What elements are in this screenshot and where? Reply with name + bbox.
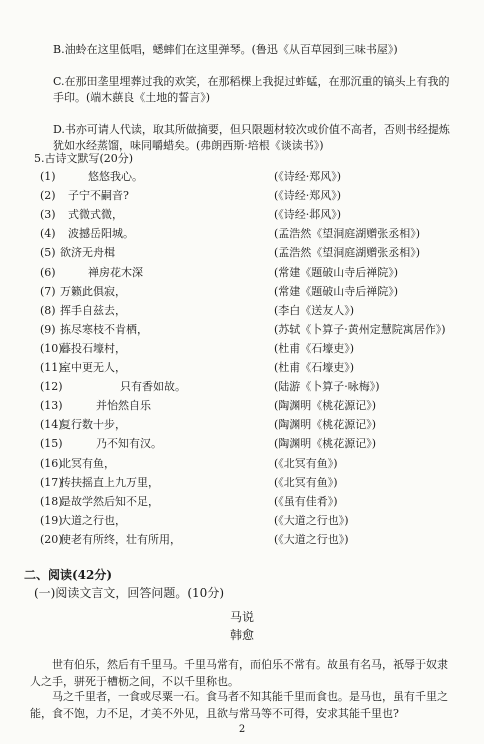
section-2-subtitle: (一)阅读文言文，回答问题。(10分) xyxy=(34,586,224,600)
poem-source: (常建《题破山寺后禅院》) xyxy=(274,285,399,298)
poem-source: (陆游《卜算子·咏梅》) xyxy=(274,380,380,393)
poem-number: (17) xyxy=(40,476,63,489)
poem-number: (5) xyxy=(40,246,56,259)
poem-source: (常建《题破山寺后禅院》) xyxy=(274,266,399,279)
poem-source: (《诗经·郑风》) xyxy=(274,189,342,202)
poem-number: (8) xyxy=(40,304,56,317)
poem-number: (15) xyxy=(40,437,63,450)
poem-line: 大道之行也， xyxy=(60,514,126,527)
poem-line: 使老有所终，壮有所用， xyxy=(60,533,181,546)
poem-line: 是故学然后知不足， xyxy=(60,495,159,508)
page-number: 2 xyxy=(238,724,246,735)
poem-source: (杜甫《石壕吏》) xyxy=(274,361,355,374)
poem-number: (18) xyxy=(40,495,63,508)
poem-line: 只有香如故。 xyxy=(120,380,186,393)
poem-line: 万籁此俱寂， xyxy=(60,285,126,298)
poem-number: (14) xyxy=(40,418,63,431)
poem-source: (陶渊明《桃花源记》) xyxy=(274,399,377,412)
poem-source: (陶渊明《桃花源记》) xyxy=(274,418,377,431)
poem-line: 并怡然自乐 xyxy=(96,399,151,412)
passage-paragraph-1: 世有伯乐，然后有千里马。千里马常有，而伯乐不常有。故虽有名马，祇辱于奴隶人之手，骈死于槽枥之间，不以千里称也。 xyxy=(30,658,448,688)
poem-source: (《大道之行也》) xyxy=(274,514,349,527)
poem-line: 室中更无人， xyxy=(60,361,126,374)
option-c: C.在那田垄里埋葬过我的欢笑，在那稻棵上我捉过蚱蜢，在那沉重的镐头上有我的手印。(端木蕻良《土地的誓言》) xyxy=(53,75,450,104)
poem-line: 暮投石壕村， xyxy=(60,342,126,355)
poem-source: (苏轼《卜算子·黄州定慧院寓居作》) xyxy=(274,323,446,336)
passage-title: 马说 xyxy=(229,610,254,624)
poem-line: 子宁不嗣音? xyxy=(68,189,129,202)
poem-line: 乃不知有汉。 xyxy=(96,437,162,450)
poem-number: (20) xyxy=(40,533,63,546)
poem-source: (《北冥有鱼》) xyxy=(274,457,338,470)
passage-paragraph-2: 马之千里者，一食或尽粟一石。食马者不知其能千里而食也。是马也，虽有千里之能，食不饱，力不足，才美不外见，且欲与常马等不可得，安求其能千里也? xyxy=(30,690,448,720)
poem-line: 波撼岳阳城。 xyxy=(68,227,134,240)
poem-line: 悠悠我心。 xyxy=(88,170,143,183)
poem-number: (16) xyxy=(40,457,63,470)
poem-line: 欲济无舟楫 xyxy=(60,246,115,259)
poem-source: (李白《送友人》) xyxy=(274,304,355,317)
option-d: D.书亦可请人代读，取其所做摘要，但只限题材较次或价值不高者，否则书经提炼犹如水经蒸馏，味同嚼蜡矣。(弗朗西斯·培根《谈读书》) xyxy=(53,123,450,152)
passage-author: 韩愈 xyxy=(229,628,254,642)
poem-source: (孟浩然《望洞庭湖赠张丞相》) xyxy=(274,227,421,240)
poem-number: (3) xyxy=(40,208,56,221)
poem-number: (11) xyxy=(40,361,63,374)
poem-number: (6) xyxy=(40,266,56,279)
poem-number: (7) xyxy=(40,285,56,298)
poem-line: 拣尽寒枝不肯栖， xyxy=(60,323,148,336)
poem-number: (13) xyxy=(40,399,63,412)
poem-number: (19) xyxy=(40,514,63,527)
poem-number: (12) xyxy=(40,380,63,393)
poem-source: (孟浩然《望洞庭湖赠张丞相》) xyxy=(274,246,421,259)
poem-line: 禅房花木深 xyxy=(88,266,143,279)
question-5-title: 5.古诗文默写(20分) xyxy=(34,152,134,165)
poem-source: (陶渊明《桃花源记》) xyxy=(274,437,377,450)
poem-number: (4) xyxy=(40,227,56,240)
poem-line: 抟扶摇直上九万里， xyxy=(60,476,159,489)
option-b: B.油蛉在这里低唱，蟋蟀们在这里弹琴。(鲁迅《从百草园到三味书屋》) xyxy=(53,43,398,56)
poem-number: (1) xyxy=(40,170,56,183)
poem-source: (《大道之行也》) xyxy=(274,533,349,546)
poem-line: 复行数十步， xyxy=(60,418,126,431)
poem-source: (《诗经·邶风》) xyxy=(274,208,342,221)
poem-line: 式微式微， xyxy=(68,208,123,221)
poem-line: 挥手自兹去， xyxy=(60,304,126,317)
poem-source: (《诗经·郑风》) xyxy=(274,170,342,183)
poem-source: (《北冥有鱼》) xyxy=(274,476,338,489)
poem-number: (2) xyxy=(40,189,56,202)
section-2-title: 二、阅读(42分) xyxy=(24,568,113,582)
poem-line: 北冥有鱼， xyxy=(60,457,115,470)
poem-source: (《虽有佳肴》) xyxy=(274,495,338,508)
poem-source: (杜甫《石壕吏》) xyxy=(274,342,355,355)
poem-number: (10) xyxy=(40,342,63,355)
poem-number: (9) xyxy=(40,323,56,336)
